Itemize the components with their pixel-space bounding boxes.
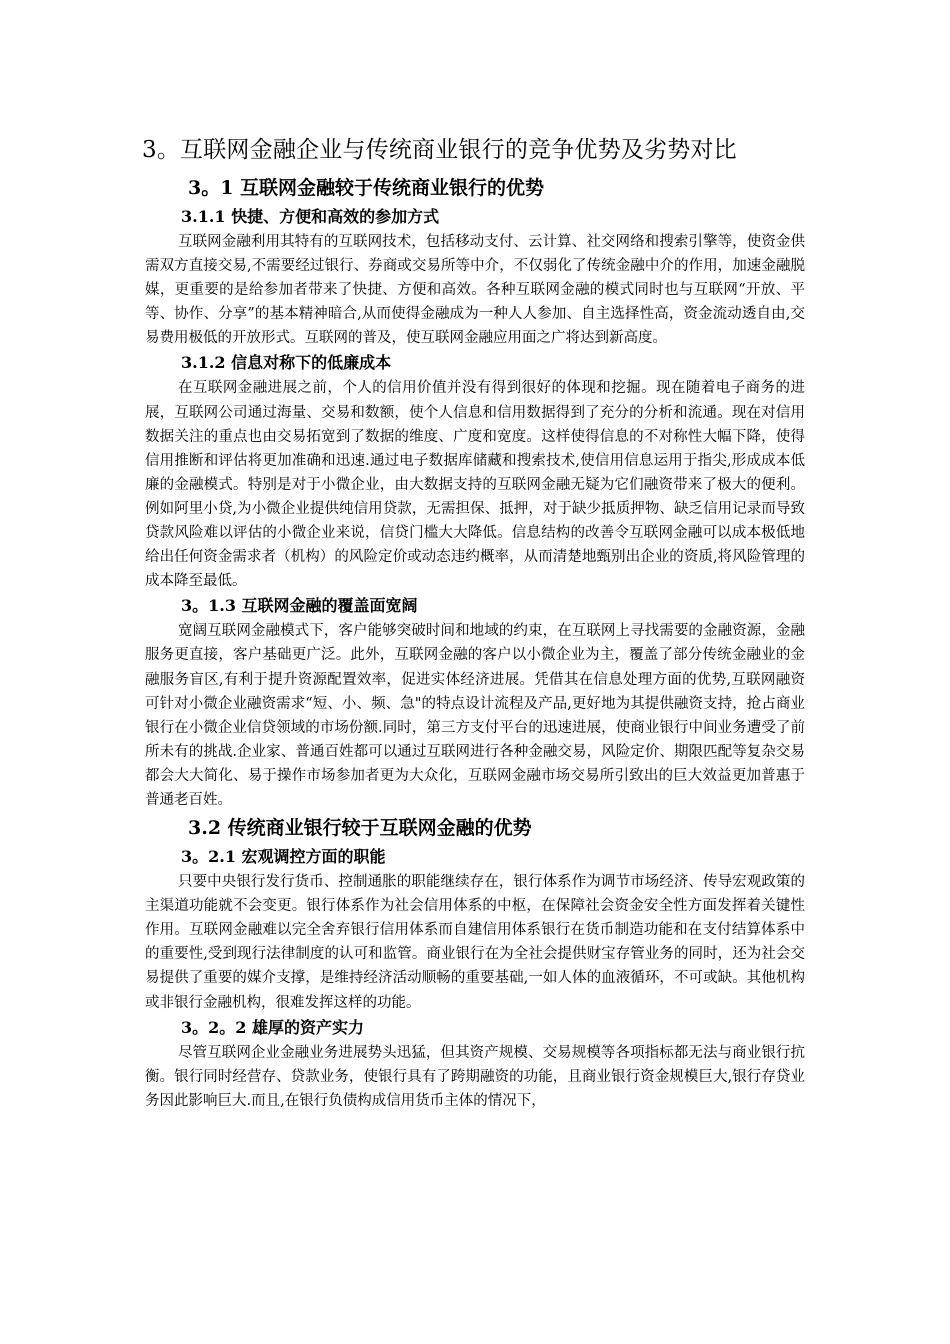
subsection-heading-3-1-1: 3.1.1 快捷、方便和高效的参加方式 <box>181 207 440 226</box>
subsection-heading-3-2-1: 3。2.1 宏观调控方面的职能 <box>181 847 386 867</box>
subsection-heading-3-1-3: 3。1.3 互联网金融的覆盖面宽阔 <box>181 596 418 616</box>
document-body <box>142 128 805 1113</box>
paragraph-3-1-2: 在互联网金融进展之前，个人的信用价值并没有得到很好的体现和挖掘。现在随着电子商务的进展，互联网公司通过海量、交易和数额，使个人信息和信用数据得到了充分的分析和流通。现在对信用数据关注的重点也由交易拓宽到了数据的维度、广度和宽度。这样使得信息的不对称性大幅下降，使得信用推断和评估将更加准确和迅速.通过电子数据库储藏和搜索技术,使信用信息运用于指尖,形成成本低廉的金融模式。特别是对于小微企业，由大数据支持的互联网金融无疑为它们融资带来了极大的便利。例如阿里小贷,为小微企业提供纯信用贷款，无需担保、抵押，对于缺少抵质押物、缺乏信用记录而导致贷款风险难以评估的小微企业来说，信贷门槛大大降低。信息结构的改善令互联网金融可以成本极低地给出任何资金需求者（机构）的风险定价或动态违约概率，从而清楚地甄别出企业的资质,将风险管理的成本降至最低。 <box>145 380 805 590</box>
subsection-heading-3-1-2: 3.1.2 信息对称下的低廉成本 <box>181 353 392 373</box>
paragraph-3-2-2: 尽管互联网企业金融业务进展势头迅猛，但其资产规模、交易规模等各项指标都无法与商业银行抗衡。银行同时经营存、贷款业务，使银行具有了跨期融资的功能，且商业银行资金规模巨大,银行存贷业务因此影响巨大.而且,在银行负债构成信用货币主体的情况下， <box>145 1044 805 1109</box>
paragraph-3-1-3: 宽阔互联网金融模式下，客户能够突破时间和地域的约束，在互联网上寻找需要的金融资源，金融服务更直接，客户基础更广泛。此外，互联网金融的客户以小微企业为主，覆盖了部分传统金融业的金融服务盲区,有利于提升资源配置效率，促进实体经济进展。凭借其在信息处理方面的优势,互联网融资可针对小微企业融资需求“短、小、频、急"的特点设计流程及产品,更好地为其提供融资支持，抢占商业银行在小微企业信贷领域的市场份额.同时，第三方支付平台的迅速进展，使商业银行中间业务遭受了前所未有的挑战.企业家、普通百姓都可以通过互联网进行各种金融交易，风险定价、期限匹配等复杂交易都会大大简化、易于操作市场参加者更为大众化，互联网金融市场交易所引致出的巨大效益更加普惠于普通老百姓。 <box>145 623 805 808</box>
section-heading-3-1: 3。1 互联网金融较于传统商业银行的优势 <box>188 177 545 199</box>
section-heading-3-2: 3.2 传统商业银行较于互联网金融的优势 <box>188 817 532 840</box>
subsection-heading-3-2-2: 3。2。2 雄厚的资产实力 <box>181 1017 364 1037</box>
paragraph-3-2-1: 只要中央银行发行货币、控制通胀的职能继续存在，银行体系作为调节市场经济、传导宏观政策的主渠道功能就不会变更。银行体系作为社会信用体系的中枢，在保障社会资金安全性方面发挥着关键性作用。互联网金融难以完全舍弃银行信用体系而自建信用体系银行在货币制造功能和在支付结算体系中的重要性,受到现行法律制度的认可和监管。商业银行在为全社会提供财宝存管业务的同时，还为社会交易提供了重要的媒介支撑，是维持经济活动顺畅的重要基础,一如人体的血液循环，不可或缺。其他机构或非银行金融机构，很难发挥这样的功能。 <box>145 874 805 1011</box>
paragraph-3-1-1: 互联网金融利用其特有的互联网技术，包括移动支付、云计算、社交网络和搜索引擎等，使资金供需双方直接交易,不需要经过银行、券商或交易所等中介，不仅弱化了传统金融中介的作用，加速金融脱媒，更重要的是给参加者带来了快捷、方便和高效。各种互联网金融的模式同时也与互联网“开放、平等、协作、分享”的基本精神暗合,从而使得金融成为一种人人参加、自主选择性高，资金流动透自由,交易费用极低的开放形式。互联网的普及，使互联网金融应用面之广将达到新高度。 <box>145 234 805 347</box>
document-title: 3。互联网金融企业与传统商业银行的竞争优势及劣势对比 <box>142 137 737 163</box>
